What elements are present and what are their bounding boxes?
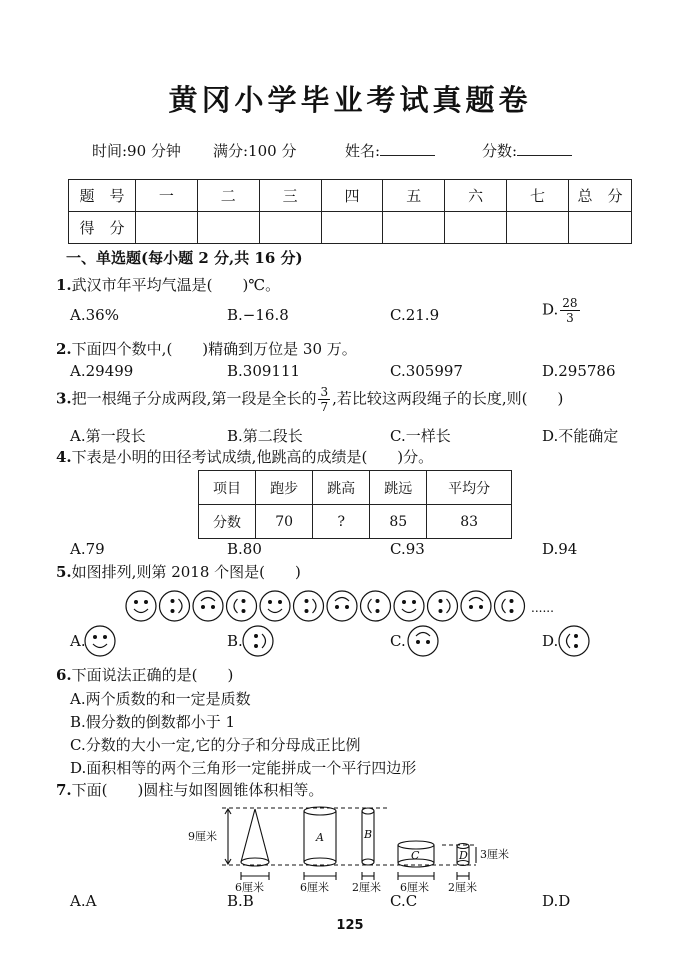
table-row (199, 505, 512, 539)
table-cell: 跳高 (313, 471, 370, 505)
q4-option-b[interactable]: B.80 (227, 540, 262, 558)
question-2: 2.下面四个数中,( )精确到万位是 30 万。 (56, 340, 357, 358)
question-4: 4.下表是小明的田径考试成绩,他跳高的成绩是( )分。 (56, 448, 434, 466)
q1-option-d[interactable]: D. $\frac{28}{3}$ (542, 296, 578, 325)
cone-side (255, 809, 269, 862)
q5-option-d[interactable]: D. (542, 632, 559, 650)
table-cell: 得 分 (69, 212, 136, 244)
name-label: 姓名: (345, 140, 435, 161)
full-score-label: 满分:100 分 (213, 142, 297, 160)
q2-option-a[interactable]: A.29499 (70, 362, 134, 380)
score-blank (517, 141, 572, 156)
width-label: 6厘米 (400, 881, 429, 894)
cone-base (241, 858, 269, 866)
score-input-cell[interactable] (569, 212, 632, 244)
right-face-seq (160, 591, 190, 621)
table-cell: 题 号 (69, 180, 136, 212)
table-cell: 四 (321, 180, 383, 212)
frown-face-option (408, 626, 438, 656)
q1-option-c[interactable]: C.21.9 (390, 306, 440, 324)
smile-face-option (85, 626, 115, 656)
score-input-cell[interactable] (507, 212, 569, 244)
table-cell: 70 (256, 505, 313, 539)
q1-option-a[interactable]: A.36% (70, 306, 119, 324)
width-label: 6厘米 (300, 881, 329, 894)
page-number: 125 (336, 918, 364, 933)
width-label: 2厘米 (352, 881, 381, 894)
face-eyes-left-icon (557, 624, 591, 658)
question-5: 5.如图排列,则第 2018 个图是( ) (56, 563, 301, 581)
score-input-cell[interactable] (136, 212, 198, 244)
frown-face-icon (406, 624, 440, 658)
time-label: 时间:90 分钟 (92, 142, 181, 160)
q5-option-a[interactable]: A. (70, 632, 86, 650)
q3-option-b[interactable]: B.第二段长 (227, 427, 303, 445)
q6-option-d[interactable]: D.面积相等的两个三角形一定能拼成一个平行四边形 (70, 759, 417, 777)
table-cell: 分数 (199, 505, 256, 539)
table-cell: 六 (445, 180, 507, 212)
table-cell: 项目 (199, 471, 256, 505)
table-cell: 83 (427, 505, 512, 539)
score-table (68, 179, 632, 244)
cylinder-d-top (457, 844, 469, 849)
height-label: 9厘米 (188, 830, 217, 843)
score-label: 分数: (482, 140, 572, 161)
width-label: 6厘米 (235, 881, 264, 894)
table-cell: 二 (197, 180, 259, 212)
smile-face-seq (126, 591, 156, 621)
q5-option-b[interactable]: B. (227, 632, 243, 650)
question-1: 1.武汉市年平均气温是( )℃。 (56, 276, 281, 294)
frown-face-seq (193, 591, 223, 621)
question-6: 6.下面说法正确的是( ) (56, 666, 234, 684)
smile-face-seq (394, 591, 424, 621)
q4-option-d[interactable]: D.94 (542, 540, 578, 558)
right-face-option (243, 626, 273, 656)
q7-option-b[interactable]: B.B (227, 892, 254, 910)
q7-option-d[interactable]: D.D (542, 892, 571, 910)
sequence-ellipsis: ...... (531, 601, 554, 615)
q3-option-c[interactable]: C.一样长 (390, 427, 451, 445)
cylinder-c-top (398, 841, 434, 849)
table-row (199, 471, 512, 505)
fraction: $\frac{3}{7}$ (320, 385, 329, 414)
right-face-seq (294, 591, 324, 621)
q4-option-c[interactable]: C.93 (390, 540, 425, 558)
score-input-cell[interactable] (197, 212, 259, 244)
face-sequence-figure (125, 585, 575, 627)
q2-option-b[interactable]: B.309111 (227, 362, 301, 380)
width-label: 2厘米 (448, 881, 477, 894)
section-heading: 一、单选题(每小题 2 分,共 16 分) (66, 249, 303, 267)
left-face-seq (495, 591, 525, 621)
fraction: $\frac{28}{3}$ (562, 296, 578, 325)
cylinder-a-label: A (316, 831, 324, 844)
cone-cylinder-figure (180, 800, 530, 895)
left-face-option (559, 626, 589, 656)
left-face-seq (227, 591, 257, 621)
frown-face-seq (327, 591, 357, 621)
cylinder-b-base (362, 859, 374, 865)
q3-option-a[interactable]: A.第一段长 (70, 427, 146, 445)
table-cell: ? (313, 505, 370, 539)
q6-option-b[interactable]: B.假分数的倒数都小于 1 (70, 713, 236, 731)
q7-option-a[interactable]: A.A (70, 892, 97, 910)
score-input-cell[interactable] (259, 212, 321, 244)
q3-option-d[interactable]: D.不能确定 (542, 427, 619, 445)
name-blank (380, 141, 435, 156)
question-3: 3.把一根绳子分成两段,第一段是全长的 $\frac{3}{7}$ ,若比较这两段绳子的长度,则( ) (56, 385, 564, 414)
right-face-seq (428, 591, 458, 621)
score-input-cell[interactable] (445, 212, 507, 244)
page-title: 黄冈小学毕业考试真题卷 (168, 83, 532, 117)
face-eyes-right-icon (241, 624, 275, 658)
results-table (198, 470, 512, 539)
table-cell: 85 (370, 505, 427, 539)
cone-side (241, 809, 255, 862)
cylinder-c-label: C (411, 849, 420, 862)
q5-option-c[interactable]: C. (390, 632, 406, 650)
q1-option-b[interactable]: B.−16.8 (227, 306, 289, 324)
smile-face-seq (260, 591, 290, 621)
table-cell: 跳远 (370, 471, 427, 505)
score-table-score-row (69, 212, 632, 244)
q6-option-a[interactable]: A.两个质数的和一定是质数 (70, 690, 251, 708)
table-cell: 平均分 (427, 471, 512, 505)
score-input-cell[interactable] (383, 212, 445, 244)
frown-face-seq (461, 591, 491, 621)
q6-option-c[interactable]: C.分数的大小一定,它的分子和分母成正比例 (70, 736, 361, 754)
table-cell: 五 (383, 180, 445, 212)
table-cell: 三 (259, 180, 321, 212)
cylinder-b-top (362, 808, 374, 814)
small-height-label: 3厘米 (480, 848, 509, 861)
q2-option-c[interactable]: C.305997 (390, 362, 463, 380)
question-7: 7.下面( )圆柱与如图圆锥体积相等。 (56, 781, 324, 799)
cylinder-d-label: D (459, 849, 468, 862)
score-input-cell[interactable] (321, 212, 383, 244)
q7-option-c[interactable]: C.C (390, 892, 418, 910)
score-table-header-row (69, 180, 632, 212)
table-cell: 跑步 (256, 471, 313, 505)
table-cell: 七 (507, 180, 569, 212)
smile-face-icon (83, 624, 117, 658)
table-cell: 总 分 (569, 180, 632, 212)
cylinder-b-label: B (364, 828, 373, 841)
table-cell: 一 (136, 180, 198, 212)
q2-option-d[interactable]: D.295786 (542, 362, 616, 380)
q4-option-a[interactable]: A.79 (70, 540, 105, 558)
left-face-seq (361, 591, 391, 621)
